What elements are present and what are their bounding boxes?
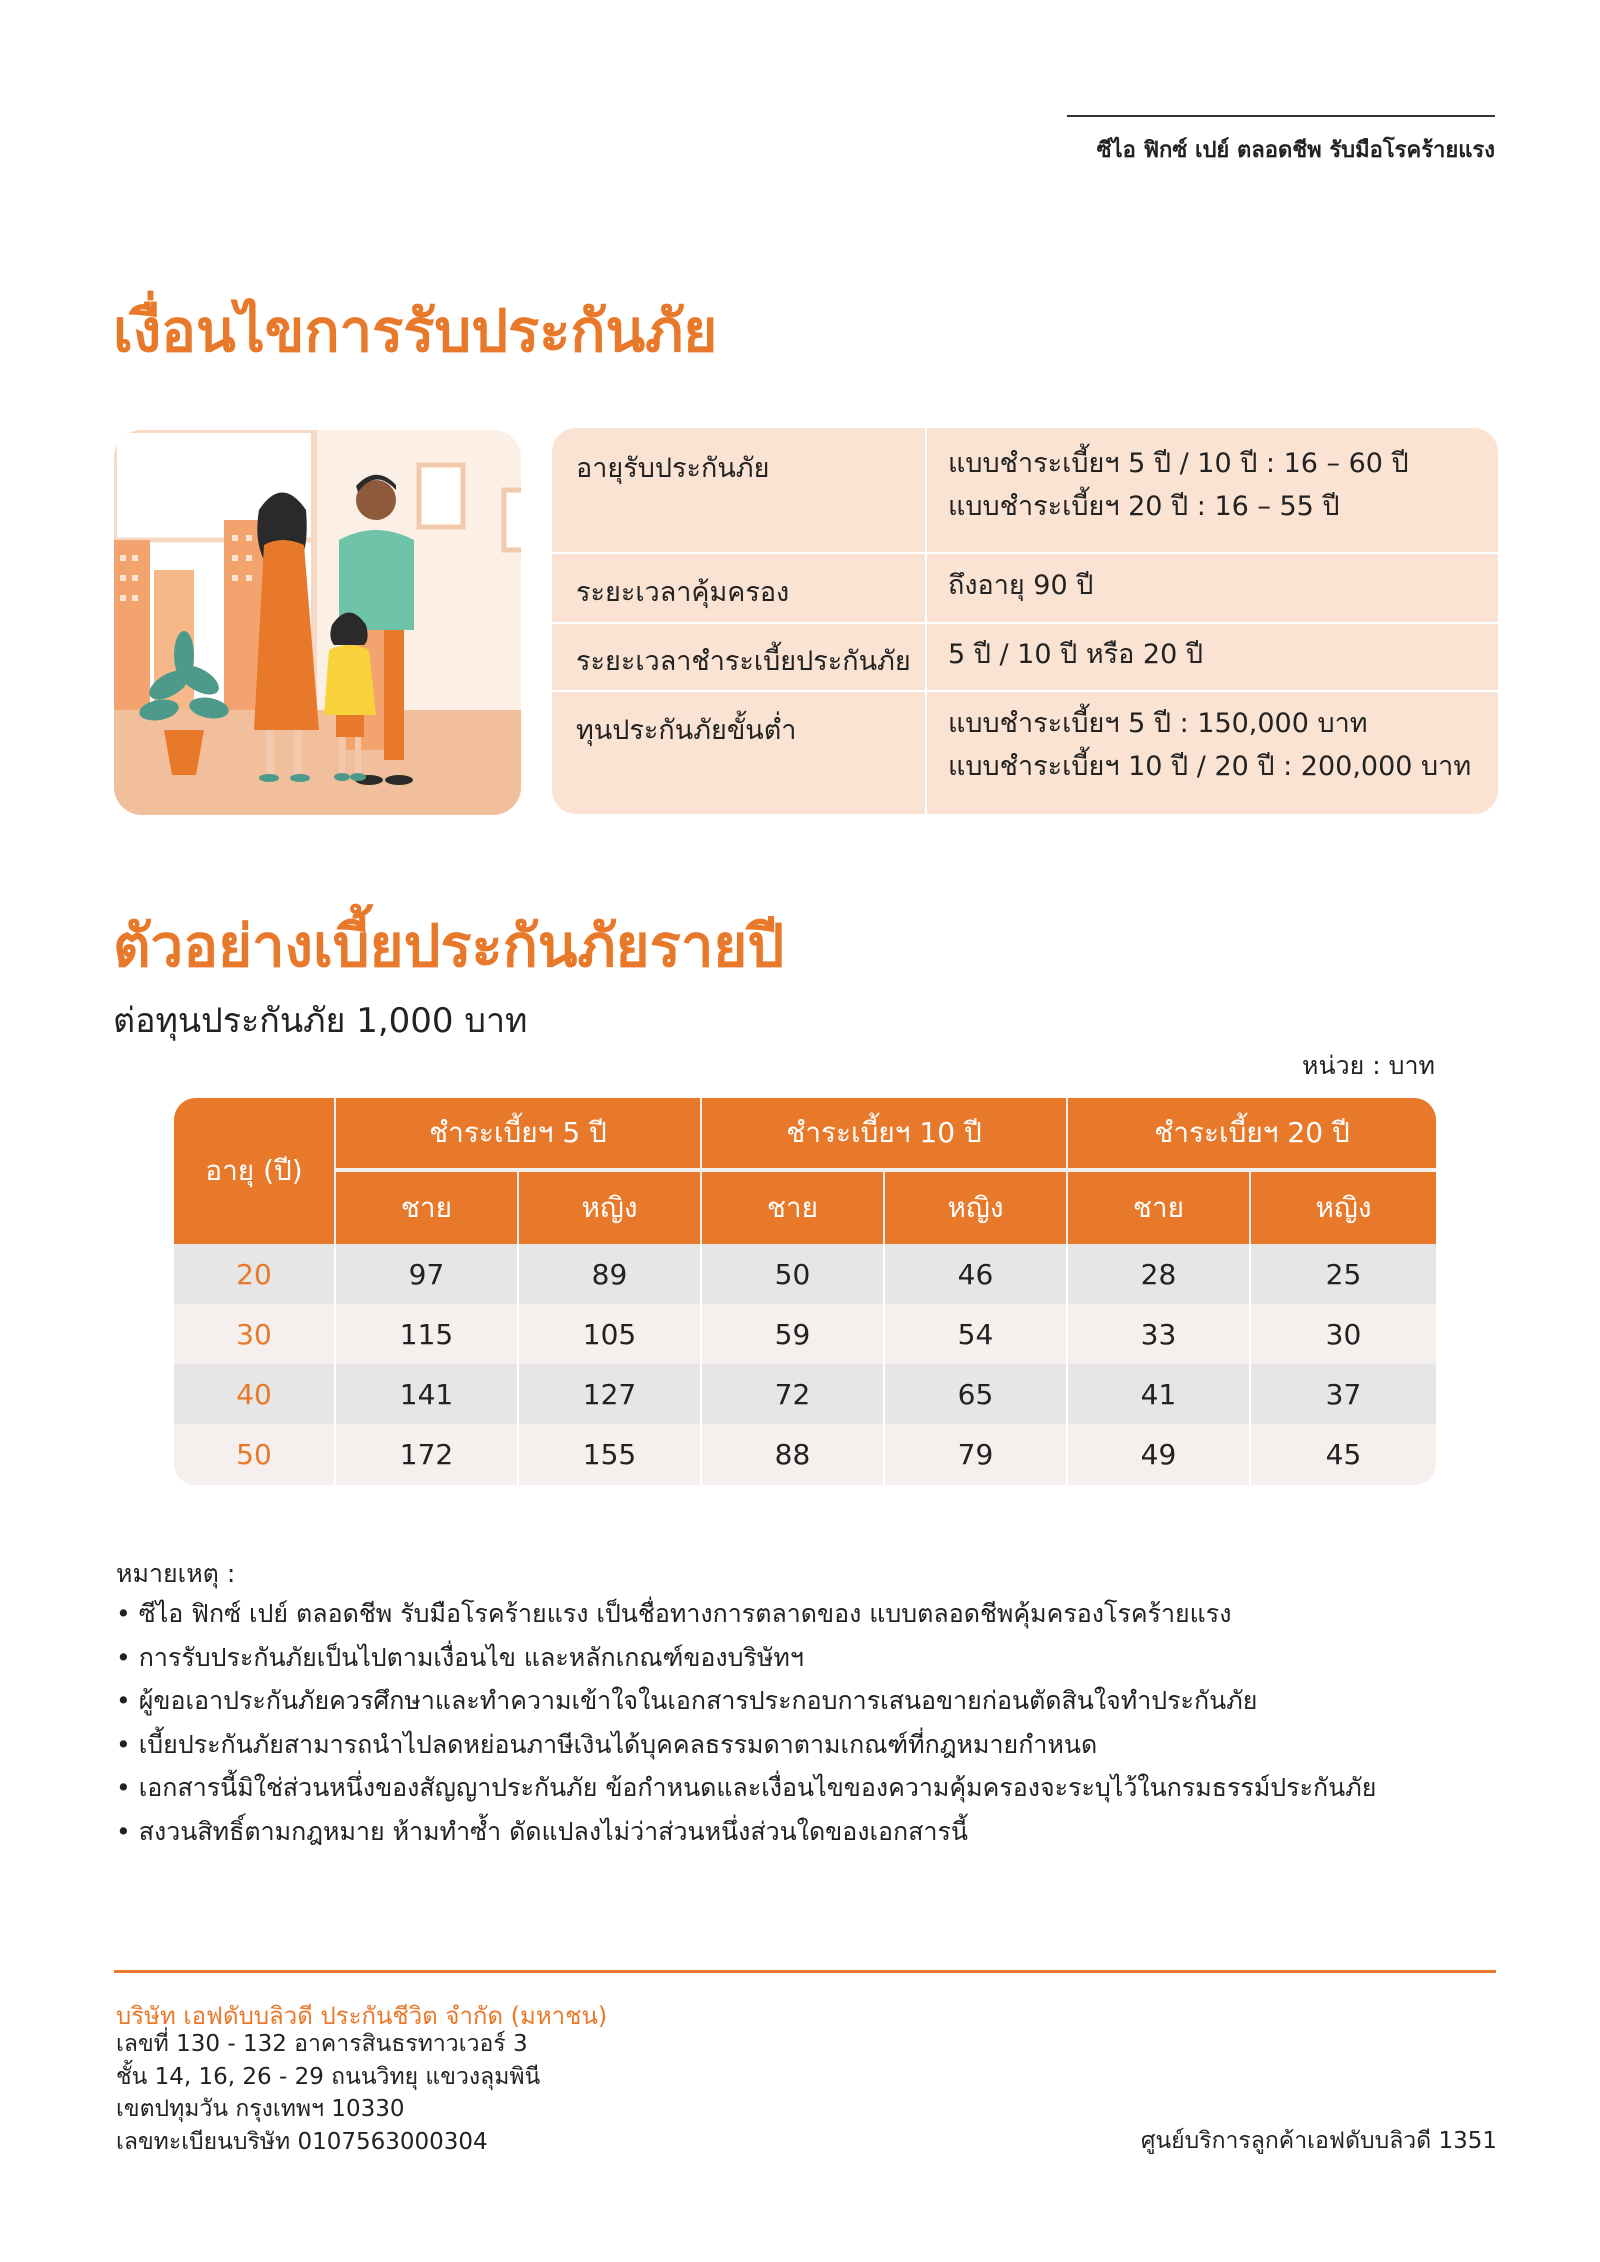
age-cell: 30 — [236, 1317, 272, 1351]
condition-value-line: ถึงอายุ 90 ปี — [948, 570, 1094, 601]
company-name: บริษัท เอฟดับบลิวดี ประกันชีวิต จำกัด (มหาชน) — [116, 2002, 608, 2030]
condition-label: อายุรับประกันภัย — [576, 453, 770, 484]
note-item: • ซีไอ ฟิกซ์ เปย์ ตลอดชีพ รับมือโรคร้ายแรง เป็นชื่อทางการตลาดของ แบบตลอดชีพคุ้มครองโรคร้ายแรง — [116, 1592, 1476, 1636]
condition-row-payment-period — [552, 622, 1498, 692]
condition-value — [948, 633, 1203, 676]
condition-value — [948, 702, 1471, 788]
group-header-5yr: ชำระเบี้ยฯ 5 ปี — [336, 1098, 700, 1168]
condition-value-line: แบบชำระเบี้ยฯ 20 ปี : 16 – 55 ปี — [948, 491, 1340, 522]
value-cell: 54 — [957, 1317, 994, 1351]
value-cell: 41 — [1140, 1377, 1177, 1411]
value-cell: 88 — [774, 1437, 811, 1471]
address-line: ชั้น 14, 16, 26 - 29 ถนนวิทยุ แขวงลุมพินี — [116, 2063, 541, 2090]
condition-value — [948, 442, 1409, 528]
value-cell: 105 — [582, 1317, 637, 1351]
value-cell: 65 — [957, 1377, 994, 1411]
value-cell: 49 — [1140, 1437, 1177, 1471]
condition-label: ระยะเวลาชำระเบี้ยประกันภัย — [576, 646, 911, 677]
column-divider — [517, 1244, 519, 1485]
address-line: เขตปทุมวัน กรุงเทพฯ 10330 — [116, 2096, 405, 2122]
note-item: • ผู้ขอเอาประกันภัยควรศึกษาและทำความเข้าใจในเอกสารประกอบการเสนอขายก่อนตัดสินใจทำประกันภัย — [116, 1679, 1476, 1723]
column-divider — [1249, 1244, 1251, 1485]
unit-label: หน่วย : บาท — [1302, 1051, 1435, 1080]
value-cell: 141 — [399, 1377, 454, 1411]
column-divider — [1066, 1244, 1068, 1485]
value-cell: 28 — [1140, 1257, 1177, 1291]
condition-row-age — [552, 428, 1498, 554]
age-cell: 50 — [236, 1437, 272, 1471]
group-header-20yr: ชำระเบี้ยฯ 20 ปี — [1068, 1098, 1436, 1168]
value-cell: 155 — [582, 1437, 637, 1471]
condition-value-line: แบบชำระเบี้ยฯ 5 ปี / 10 ปี : 16 – 60 ปี — [948, 448, 1409, 479]
condition-row-min-sum — [552, 690, 1498, 814]
age-header: อายุ (ปี) — [174, 1098, 334, 1244]
column-divider — [883, 1244, 885, 1485]
address-line: เลขที่ 130 - 132 อาคารสินธรทาวเวอร์ 3 — [116, 2031, 528, 2057]
gender-header: หญิง — [1251, 1172, 1436, 1244]
note-item: • การรับประกันภัยเป็นไปตามเงื่อนไข และหลักเกณฑ์ของบริษัทฯ — [116, 1636, 1476, 1680]
table-row — [174, 1304, 1436, 1364]
value-cell: 50 — [774, 1257, 811, 1291]
value-cell: 89 — [591, 1257, 628, 1291]
value-cell: 25 — [1325, 1257, 1362, 1291]
condition-row-coverage — [552, 552, 1498, 624]
value-cell: 172 — [399, 1437, 454, 1471]
product-title: ซีไอ ฟิกซ์ เปย์ ตลอดชีพ รับมือโรคร้ายแรง — [1096, 138, 1495, 163]
address-line: เลขทะเบียนบริษัท 0107563000304 — [116, 2128, 488, 2155]
column-divider — [334, 1244, 336, 1485]
premium-table — [174, 1098, 1436, 1485]
notes-list — [116, 1592, 1476, 1853]
note-item: • เบี้ยประกันภัยสามารถนำไปลดหย่อนภาษีเงินได้บุคคลธรรมดาตามเกณฑ์ที่กฎหมายกำหนด — [116, 1723, 1476, 1767]
value-cell: 97 — [408, 1257, 445, 1291]
company-address — [116, 2028, 540, 2158]
service-center: ศูนย์บริการลูกค้าเอฟดับบลิวดี 1351 — [1140, 2128, 1497, 2154]
note-item: • เอกสารนี้มิใช่ส่วนหนึ่งของสัญญาประกันภัย ข้อกำหนดและเงื่อนไขของความคุ้มครองจะระบุไว้ในกรมธรรม์ประกันภัย — [116, 1766, 1476, 1810]
premium-title: ตัวอย่างเบี้ยประกันภัยรายปี — [113, 912, 785, 980]
value-cell: 30 — [1325, 1317, 1362, 1351]
condition-label: ทุนประกันภัยขั้นต่ำ — [576, 715, 797, 746]
footer-divider — [114, 1970, 1496, 1973]
value-cell: 72 — [774, 1377, 811, 1411]
family-illustration — [114, 430, 521, 815]
value-cell: 127 — [582, 1377, 637, 1411]
value-cell: 37 — [1325, 1377, 1362, 1411]
conditions-table — [552, 428, 1498, 814]
column-divider — [700, 1244, 702, 1485]
value-cell: 33 — [1140, 1317, 1177, 1351]
premium-subtitle: ต่อทุนประกันภัย 1,000 บาท — [113, 1001, 528, 1041]
age-cell: 40 — [236, 1377, 272, 1411]
header-divider — [1067, 115, 1495, 117]
condition-value — [948, 564, 1093, 607]
value-cell: 59 — [774, 1317, 811, 1351]
column-divider — [925, 428, 927, 814]
gender-header: ชาย — [702, 1172, 883, 1244]
note-item: • สงวนสิทธิ์ตามกฎหมาย ห้ามทำซ้ำ ดัดแปลงไม่ว่าส่วนหนึ่งส่วนใดของเอกสารนี้ — [116, 1810, 1476, 1854]
age-cell: 20 — [236, 1257, 272, 1291]
table-row — [174, 1244, 1436, 1304]
value-cell: 115 — [399, 1317, 454, 1351]
table-row — [174, 1424, 1436, 1484]
gender-header: หญิง — [885, 1172, 1066, 1244]
condition-value-line: แบบชำระเบี้ยฯ 5 ปี : 150,000 บาท — [948, 708, 1368, 739]
conditions-title: เงื่อนไขการรับประกันภัย — [113, 297, 718, 365]
value-cell: 79 — [957, 1437, 994, 1471]
gender-header: ชาย — [336, 1172, 517, 1244]
gender-header: หญิง — [519, 1172, 700, 1244]
value-cell: 45 — [1325, 1437, 1362, 1471]
condition-value-line: แบบชำระเบี้ยฯ 10 ปี / 20 ปี : 200,000 บาท — [948, 751, 1472, 782]
notes-heading: หมายเหตุ : — [116, 1559, 236, 1588]
gender-header: ชาย — [1068, 1172, 1249, 1244]
condition-label: ระยะเวลาคุ้มครอง — [576, 577, 790, 608]
value-cell: 46 — [957, 1257, 994, 1291]
condition-value-line: 5 ปี / 10 ปี หรือ 20 ปี — [948, 639, 1203, 670]
group-header-10yr: ชำระเบี้ยฯ 10 ปี — [702, 1098, 1066, 1168]
table-row — [174, 1364, 1436, 1424]
